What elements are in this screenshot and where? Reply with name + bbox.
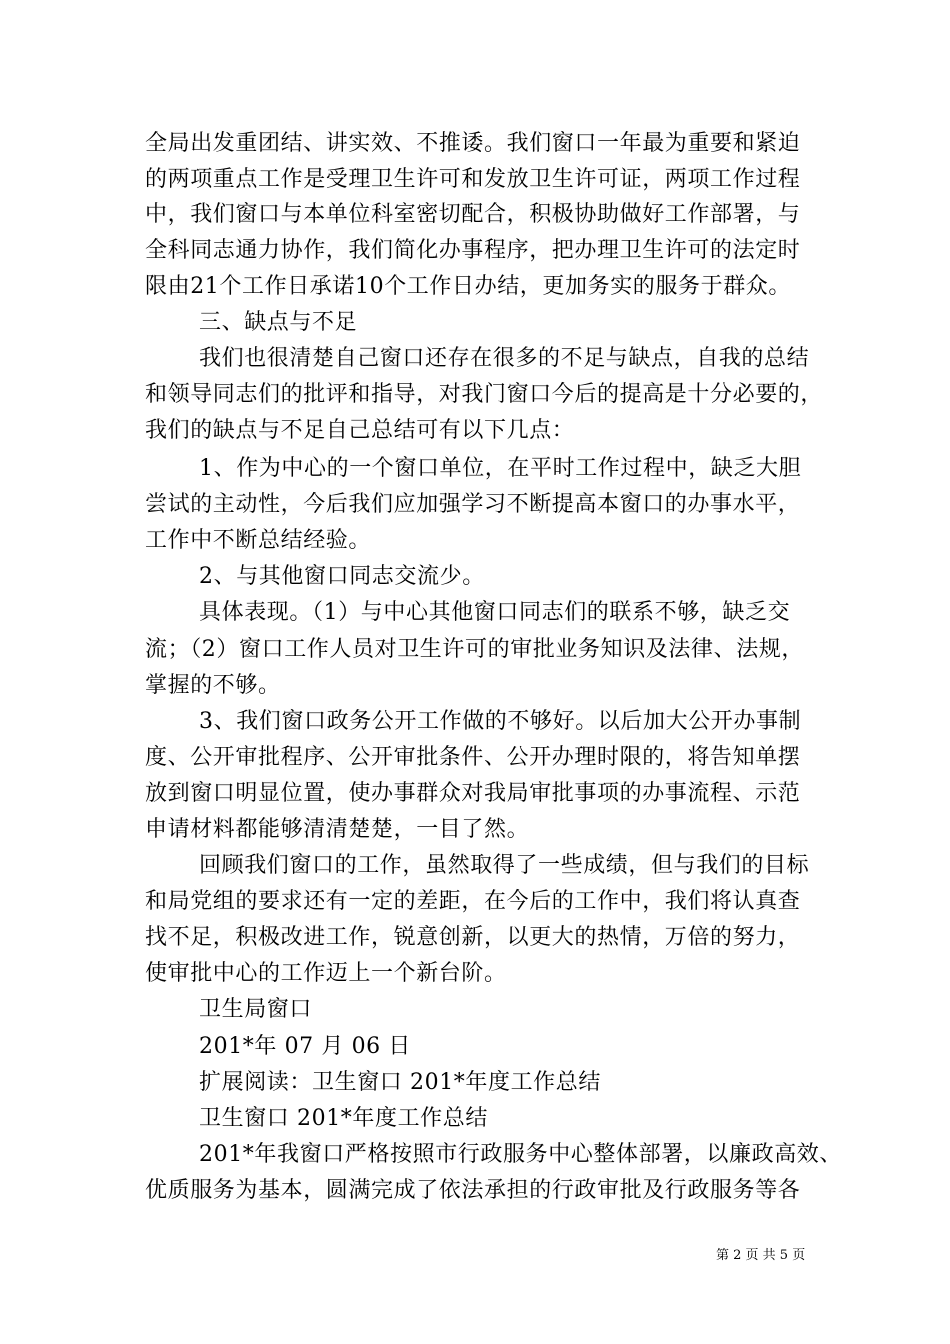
extended-reading-heading: 扩展阅读：卫生窗口 201*年度工作总结 [199, 1070, 601, 1095]
text-line: 尝试的主动性，今后我们应加强学习不断提高本窗口的办事水平， [145, 492, 801, 517]
text-line: 和局党组的要求还有一定的差距，在今后的工作中，我们将认真查 [145, 889, 801, 914]
text-line: 限由21个工作日承诺10个工作日办结，更加务实的服务于群众。 [145, 274, 791, 299]
text-line: 中，我们窗口与本单位科室密切配合，积极协助做好工作部署，与 [145, 202, 801, 227]
text-line: 放到窗口明显位置，使办事群众对我局审批事项的办事流程、示范 [145, 781, 801, 806]
text-line: 找不足，积极改进工作，锐意创新，以更大的热情，万倍的努力， [145, 925, 801, 950]
text-line: 201*年我窗口严格按照市行政服务中心整体部署，以廉政高效、 [199, 1142, 842, 1167]
text-line: 掌握的不够。 [145, 673, 281, 698]
list-item: 3、我们窗口政务公开工作做的不够好。以后加大公开办事制 [199, 709, 802, 734]
text-line: 流；（2）窗口工作人员对卫生许可的审批业务知识及法律、法规， [145, 637, 804, 662]
text-line: 和领导同志们的批评和指导，对我门窗口今后的提高是十分必要的， [145, 382, 824, 407]
text-line: 具体表现。（1）与中心其他窗口同志们的联系不够，缺乏交 [199, 600, 791, 625]
text-line: 我们的缺点与不足自己总结可有以下几点： [145, 418, 575, 443]
text-line: 度、公开审批程序、公开审批条件、公开办理时限的，将告知单摆 [145, 745, 801, 770]
text-line: 的两项重点工作是受理卫生许可和发放卫生许可证，两项工作过程 [145, 167, 801, 192]
text-line: 工作中不断总结经验。 [145, 528, 372, 553]
signature-org: 卫生局窗口 [199, 997, 313, 1022]
section-heading: 三、缺点与不足 [199, 310, 358, 335]
section-title: 卫生窗口 201*年度工作总结 [199, 1106, 488, 1131]
text-line: 全科同志通力协作，我们简化办事程序，把办理卫生许可的法定时 [145, 238, 801, 263]
list-item: 1、作为中心的一个窗口单位，在平时工作过程中，缺乏大胆 [199, 456, 802, 481]
text-line: 优质服务为基本，圆满完成了依法承担的行政审批及行政服务等各 [145, 1178, 801, 1203]
page-number: 第 2 页 共 5 页 [716, 1248, 806, 1263]
text-line: 我们也很清楚自己窗口还存在很多的不足与缺点，自我的总结 [199, 346, 810, 371]
text-line: 使审批中心的工作迈上一个新台阶。 [145, 961, 507, 986]
text-line: 全局出发重团结、讲实效、不推诿。我们窗口一年最为重要和紧迫 [145, 131, 801, 156]
list-item: 2、与其他窗口同志交流少。 [199, 564, 485, 589]
text-line: 回顾我们窗口的工作，虽然取得了一些成绩，但与我们的目标 [199, 853, 810, 878]
text-line: 申请材料都能够清清楚楚，一目了然。 [145, 817, 530, 842]
signature-date: 201*年 07 月 06 日 [199, 1034, 411, 1059]
